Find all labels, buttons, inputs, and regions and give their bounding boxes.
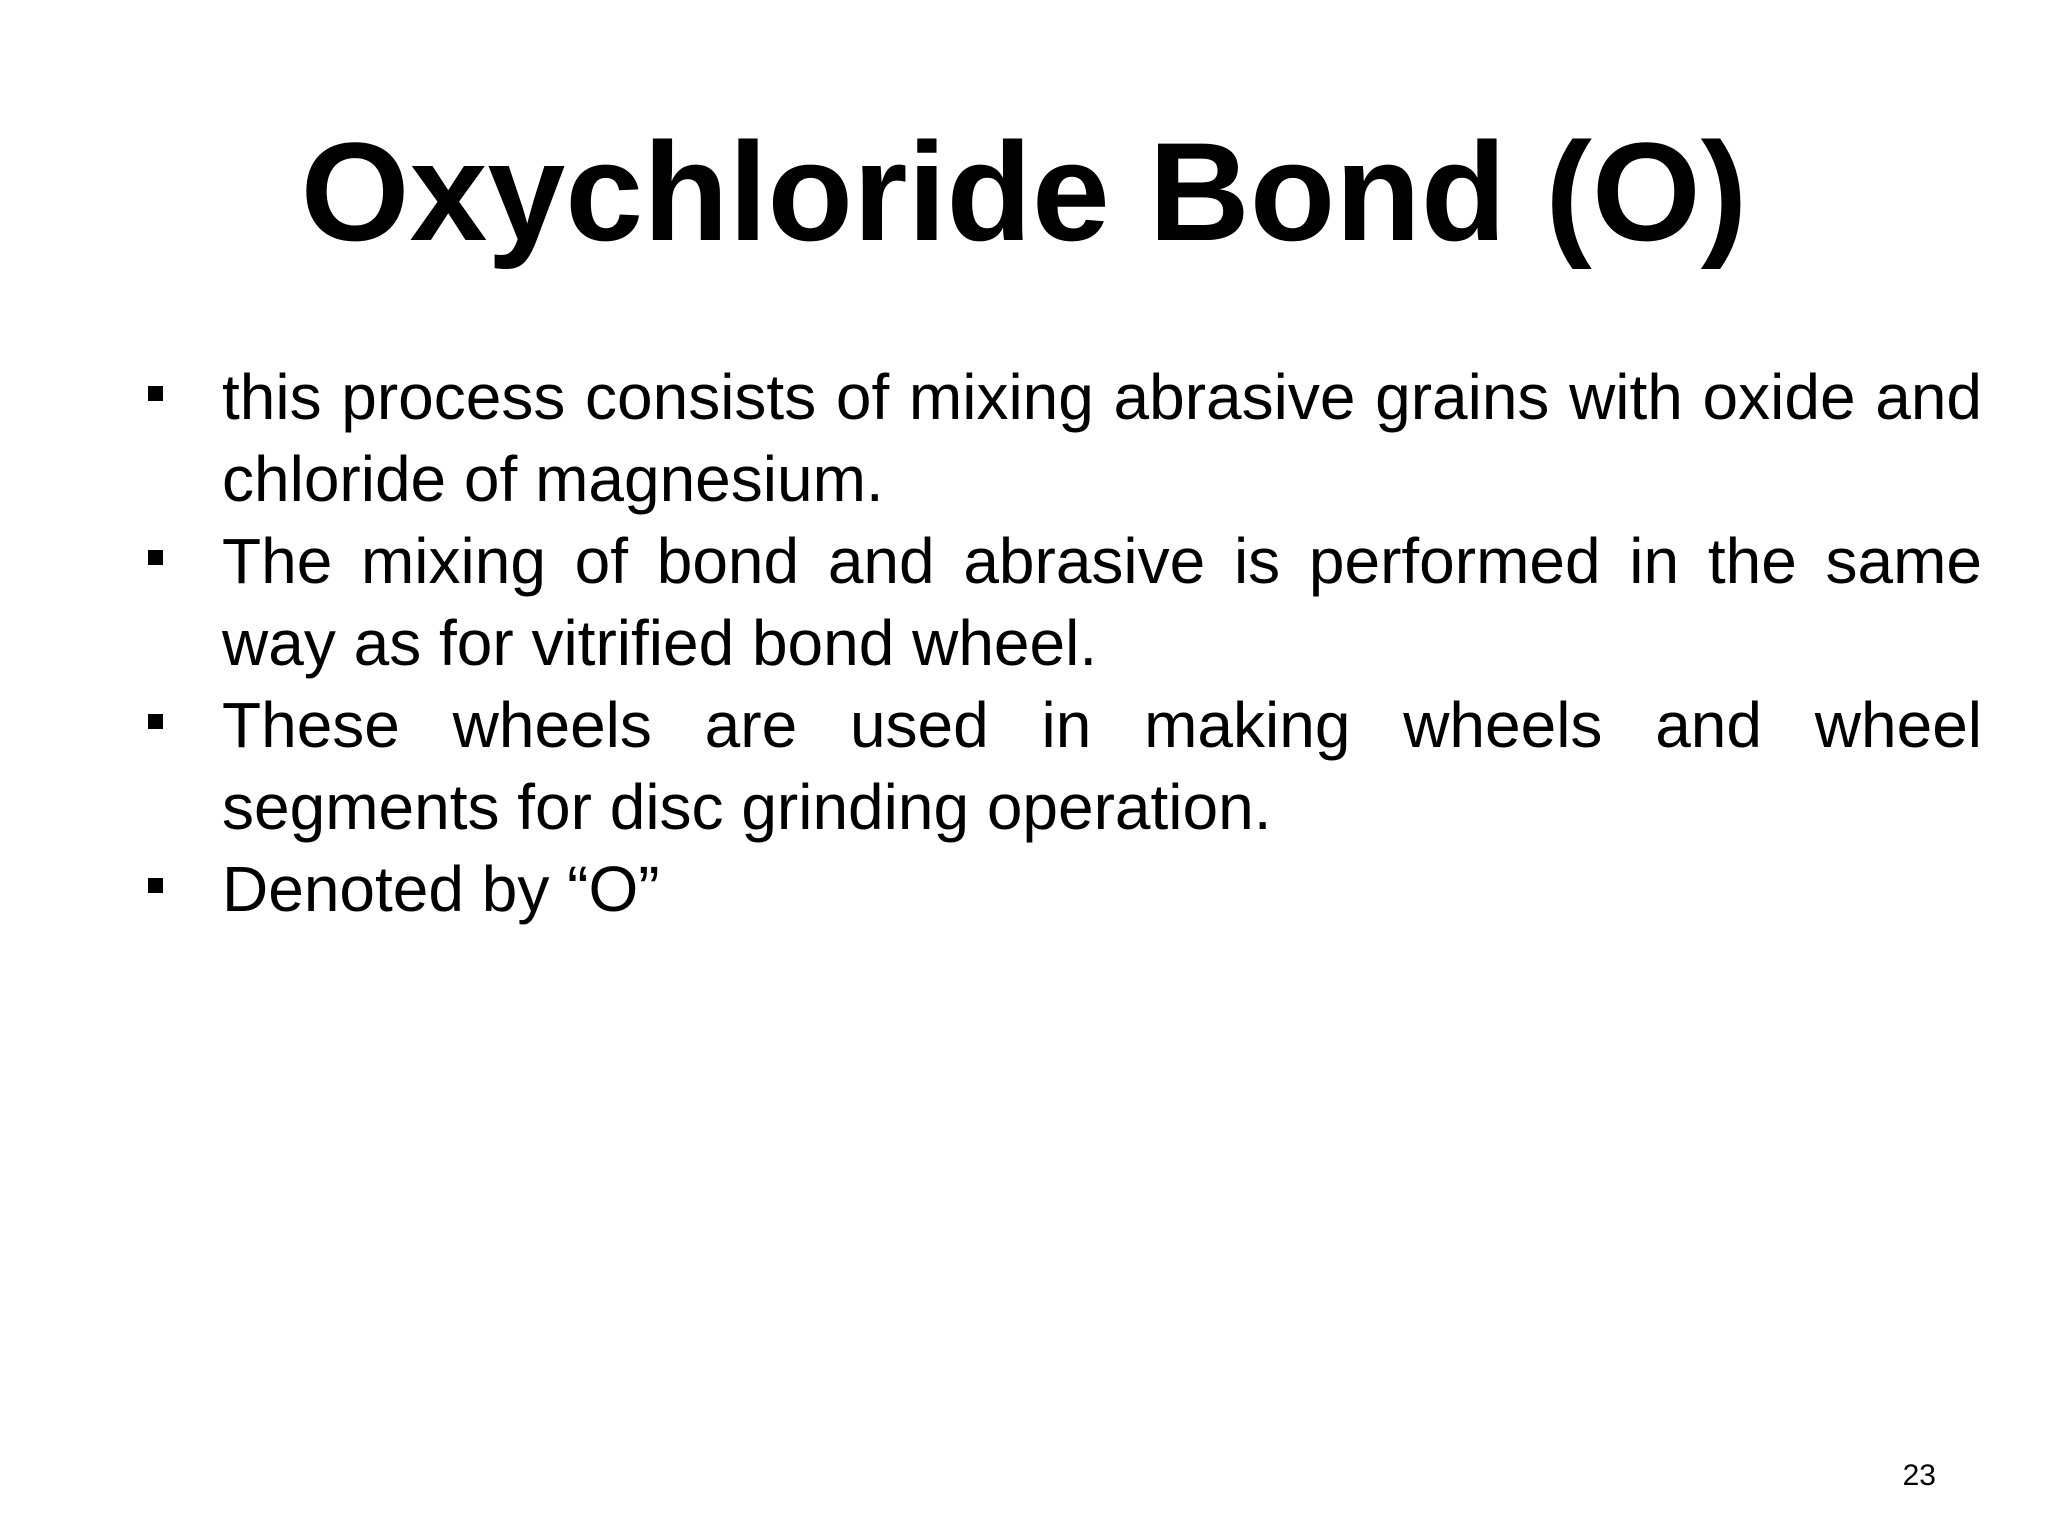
bullet-item [148, 848, 1982, 930]
bullet-text: Denoted by “O” [222, 853, 660, 925]
bullet-text: These wheels are used in making wheels and wheel segments for disc grinding operation. [222, 689, 1982, 843]
square-bullet-icon [148, 878, 163, 893]
bullet-item [148, 684, 1982, 848]
bullet-text: this process consists of mixing abrasive grains with oxide and chloride of magnesium. [222, 361, 1982, 515]
page-number: 23 [1902, 1459, 1936, 1492]
slide-title: Oxychloride Bond (O) [300, 113, 1748, 270]
square-bullet-icon [148, 386, 163, 401]
bullet-list [148, 356, 1982, 930]
bullet-item [148, 520, 1982, 684]
square-bullet-icon [148, 550, 163, 565]
bullet-text: The mixing of bond and abrasive is performed in the same way as for vitrified bond wheel. [222, 525, 1982, 679]
bullet-item [148, 356, 1982, 520]
square-bullet-icon [148, 714, 163, 729]
